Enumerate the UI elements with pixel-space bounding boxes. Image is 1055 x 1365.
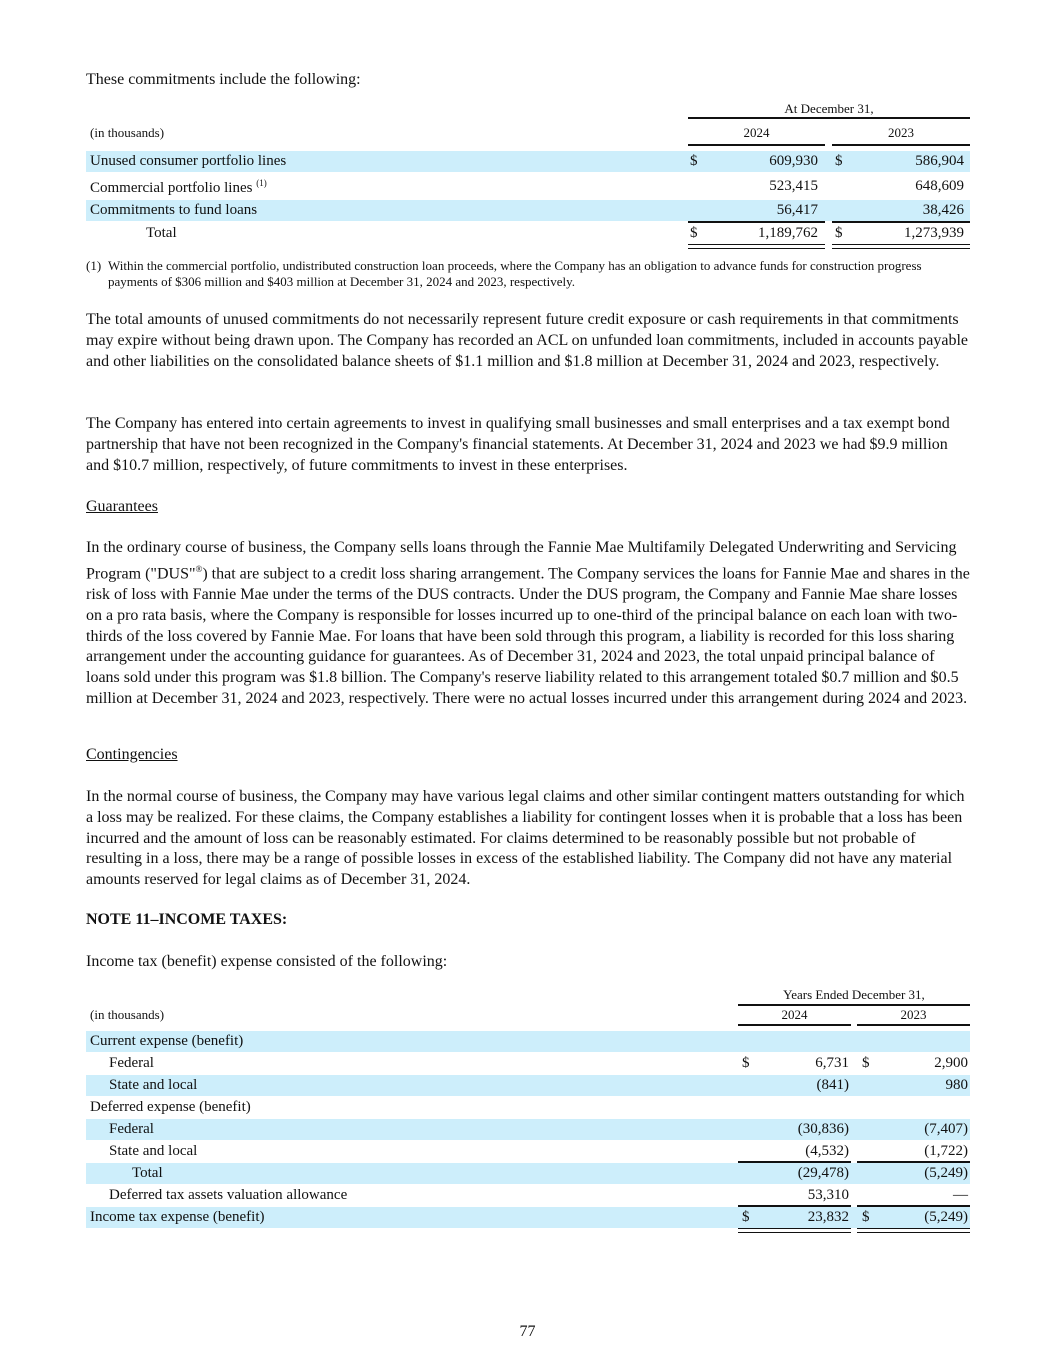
total-row <box>86 1207 970 1228</box>
contingencies-heading: Contingencies <box>86 746 178 763</box>
value-2023: 586,904 <box>915 153 964 169</box>
total-row <box>86 223 970 244</box>
double-rule <box>832 244 970 249</box>
paragraph-unused-commitments: The total amounts of unused commitments do not necessarily represent future credit exposure or cash requirements in that commitments may expire without being drawn upon. The Company has recorded an ACL on unfunded loan commitments, included in accounts payable and other liabilities on the consolidated balance sheets of $1.1 million and $1.8 million at December 31, 2024 and 2023, respectively. <box>86 311 969 370</box>
value-2023: (1,722) <box>924 1143 968 1159</box>
currency-symbol: $ <box>690 153 698 169</box>
column-header-2024: 2024 <box>743 125 770 140</box>
row-label: State and local <box>109 1143 198 1159</box>
row-label: Current expense (benefit) <box>90 1033 244 1049</box>
value-2024: (841) <box>816 1077 849 1093</box>
registered-mark: ® <box>195 563 203 574</box>
row-label: Deferred tax assets valuation allowance <box>109 1187 348 1203</box>
row-label: State and local <box>109 1077 198 1093</box>
double-rule <box>738 1228 851 1233</box>
table-row <box>86 1119 970 1140</box>
guarantees-heading: Guarantees <box>86 498 158 515</box>
period-header: Years Ended December 31, <box>783 987 925 1002</box>
row-label <box>90 178 267 197</box>
table-row <box>86 1141 970 1162</box>
table-row <box>86 1163 970 1184</box>
value-2023: 648,609 <box>915 178 964 194</box>
guarantees-text-a: In the ordinary course of business, the Company sells loans through the Fannie Mae Multifamily Delegated Underwriting and Servicing Program ("DUS" <box>86 539 957 583</box>
double-rule <box>688 244 825 249</box>
currency-symbol: $ <box>835 225 843 241</box>
currency-symbol: $ <box>742 1209 750 1225</box>
value-2024: (4,532) <box>805 1143 849 1159</box>
column-rule-2023 <box>832 144 970 146</box>
value-2024: 6,731 <box>815 1055 849 1071</box>
row-label: Unused consumer portfolio lines <box>90 153 287 169</box>
total-2024: 1,189,762 <box>758 225 818 241</box>
paragraph-contingencies: In the normal course of business, the Company may have various legal claims and other similar contingent matters outstanding for which a loss may be realized. For these claims, the Company establishes a liability for contingent losses when it is probable that a loss has been incurred and the amount of loss can be reasonably estimated. For claims determined to be reasonably possible but not probable of resulting in a loss, there may be a range of possible losses in excess of the established liability. The Company did not have any material amounts reserved for legal claims as of December 31, 2024. <box>86 788 965 889</box>
table-row <box>86 1185 970 1206</box>
value-2023: (5,249) <box>924 1209 968 1225</box>
unit-label: (in thousands) <box>90 125 165 140</box>
note-heading: NOTE 11–INCOME TAXES: <box>86 911 288 928</box>
column-header-2023: 2023 <box>888 125 914 140</box>
value-2024: 609,930 <box>769 153 818 169</box>
value-2024: 56,417 <box>776 202 818 218</box>
value-2023: 2,900 <box>934 1055 968 1071</box>
tax-intro: Income tax (benefit) expense consisted of the following: <box>86 953 448 970</box>
guarantees-text-b: ) that are subject to a credit loss sharing arrangement. The Company services the loans for Fannie Mae and shares in the risk of loss with Fannie Mae under the terms of the DUS contracts. Under the DUS program, the Company and Fannie Mae share losses on a pro rata basis, where the Company is responsible for losses incurred up to one-third of the principal balance on each loan with two-thirds of the loss covered by Fannie Mae. For loans that have been sold through this program, a liability is recorded for this loss sharing arrangement under the accounting guidance for guarantees. As of December 31, 2024 and 2023, the total unpaid principal balance of loans sold under this program was $1.8 billion. The Company's reserve liability related to this arrangement totaled $0.7 million and $0.5 million at December 31, 2024 and 2023, respectively. There were no actual losses incurred under this arrangement during 2024 and 2023. <box>86 565 970 707</box>
row-label: Federal <box>109 1055 154 1071</box>
footnote-marker: (1) <box>86 258 102 273</box>
total-2023: 1,273,939 <box>904 225 964 241</box>
table-row <box>86 1031 970 1052</box>
table-row <box>86 200 970 221</box>
table-row <box>86 1075 970 1096</box>
footnote-ref: (1) <box>256 178 267 188</box>
value-2024: (30,836) <box>797 1121 849 1137</box>
unit-label: (in thousands) <box>90 1007 165 1022</box>
value-2023: (7,407) <box>924 1121 968 1137</box>
table-row <box>86 151 970 172</box>
double-rule <box>857 1228 970 1233</box>
footnote-text: Within the commercial portfolio, undistributed construction loan proceeds, where the Company has an obligation to advance funds for construction progress payments of $306 million and $403 million at December 31, 2024 and 2023, respectively. <box>108 258 922 289</box>
column-rule-2024 <box>688 144 825 146</box>
column-rule-2024 <box>738 1024 851 1026</box>
paragraph-agreements: The Company has entered into certain agreements to invest in qualifying small businesses and small enterprises and a tax exempt bond partnership that have not been recognized in the Company's financial statements. At December 31, 2024 and 2023 we had $9.9 million and $10.7 million, respectively, of future commitments to invest in these enterprises. <box>86 415 950 474</box>
page-number: 77 <box>519 1323 536 1340</box>
row-label: Commitments to fund loans <box>90 202 258 218</box>
row-label: Income tax expense (benefit) <box>90 1209 265 1225</box>
value-2024: 523,415 <box>769 178 818 194</box>
column-header-2024: 2024 <box>781 1007 808 1022</box>
value-2023: (5,249) <box>924 1165 968 1181</box>
column-header-2023: 2023 <box>900 1007 927 1022</box>
value-2024: (29,478) <box>797 1165 849 1181</box>
value-2023: 980 <box>945 1077 968 1093</box>
header-rule <box>738 1004 970 1006</box>
header-rule <box>688 117 970 119</box>
currency-symbol: $ <box>690 225 698 241</box>
total-label: Total <box>146 225 177 241</box>
row-label-text: Commercial portfolio lines <box>90 180 253 196</box>
table-row <box>86 1097 970 1118</box>
value-2023: — <box>953 1187 968 1203</box>
currency-symbol: $ <box>862 1209 870 1225</box>
period-header: At December 31, <box>784 101 874 116</box>
table-row <box>86 1053 970 1074</box>
row-label: Deferred expense (benefit) <box>90 1099 251 1115</box>
currency-symbol: $ <box>835 153 843 169</box>
row-label: Federal <box>109 1121 154 1137</box>
table-row <box>86 176 970 197</box>
currency-symbol: $ <box>742 1055 750 1071</box>
footnote <box>86 258 946 290</box>
paragraph-guarantees <box>86 538 971 710</box>
value-2023: 38,426 <box>922 202 964 218</box>
value-2024: 23,832 <box>807 1209 849 1225</box>
value-2024: 53,310 <box>807 1187 849 1203</box>
currency-symbol: $ <box>862 1055 870 1071</box>
column-rule-2023 <box>857 1024 970 1026</box>
commitments-intro: These commitments include the following: <box>86 71 361 88</box>
row-label: Total <box>132 1165 163 1181</box>
